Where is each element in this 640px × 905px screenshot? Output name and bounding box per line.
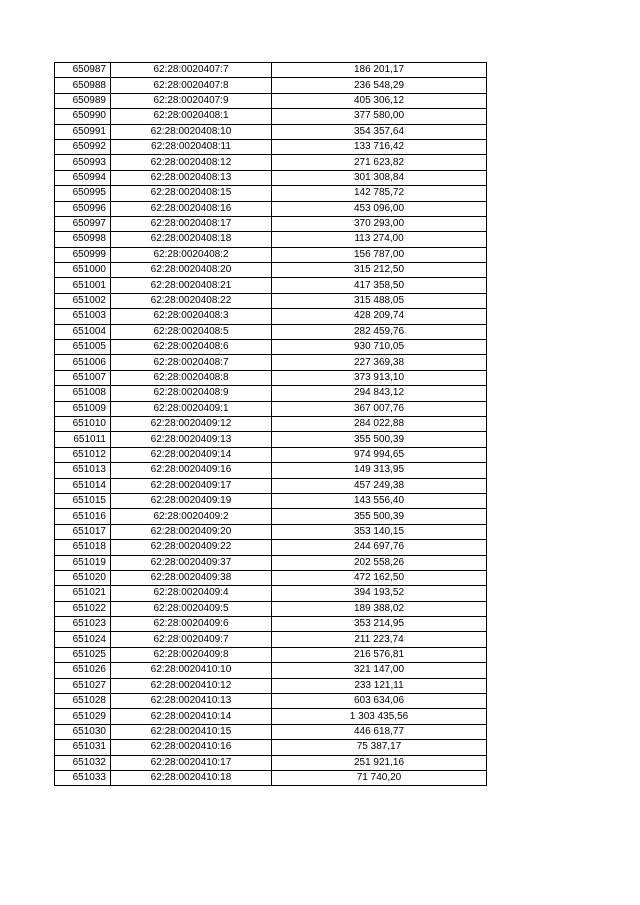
cadastral-number-cell: 62:28:0020408:10 xyxy=(111,124,272,139)
row-number-cell: 651028 xyxy=(55,694,111,709)
cadastral-number-cell: 62:28:0020408:13 xyxy=(111,170,272,185)
cadastral-number-cell: 62:28:0020410:13 xyxy=(111,694,272,709)
cadastral-number-cell: 62:28:0020408:15 xyxy=(111,186,272,201)
row-number-cell: 651008 xyxy=(55,386,111,401)
table-row xyxy=(55,309,487,324)
row-number-cell: 651014 xyxy=(55,478,111,493)
cadastral-number-cell: 62:28:0020408:11 xyxy=(111,139,272,154)
cadastral-number-cell: 62:28:0020409:6 xyxy=(111,617,272,632)
cadastral-value-cell: 353 140,15 xyxy=(272,524,487,539)
table-row xyxy=(55,740,487,755)
row-number-cell: 650999 xyxy=(55,247,111,262)
table-row xyxy=(55,694,487,709)
cadastral-number-cell: 62:28:0020409:19 xyxy=(111,493,272,508)
cadastral-number-cell: 62:28:0020410:16 xyxy=(111,740,272,755)
cadastral-number-cell: 62:28:0020409:13 xyxy=(111,432,272,447)
cadastral-value-cell: 974 994,65 xyxy=(272,447,487,462)
cadastral-number-cell: 62:28:0020408:22 xyxy=(111,293,272,308)
row-number-cell: 651029 xyxy=(55,709,111,724)
table-row xyxy=(55,524,487,539)
row-number-cell: 651033 xyxy=(55,770,111,785)
table-row xyxy=(55,586,487,601)
row-number-cell: 650991 xyxy=(55,124,111,139)
cadastral-value-cell: 133 716,42 xyxy=(272,139,487,154)
table-row xyxy=(55,170,487,185)
cadastral-value-cell: 216 576,81 xyxy=(272,647,487,662)
cadastral-value-cell: 113 274,00 xyxy=(272,232,487,247)
row-number-cell: 650992 xyxy=(55,139,111,154)
cadastral-number-cell: 62:28:0020409:8 xyxy=(111,647,272,662)
row-number-cell: 651002 xyxy=(55,293,111,308)
table-body xyxy=(55,63,487,786)
cadastral-value-cell: 315 488,05 xyxy=(272,293,487,308)
table-row xyxy=(55,93,487,108)
row-number-cell: 651025 xyxy=(55,647,111,662)
table-row xyxy=(55,647,487,662)
cadastral-number-cell: 62:28:0020409:37 xyxy=(111,555,272,570)
cadastral-value-cell: 367 007,76 xyxy=(272,401,487,416)
cadastral-value-cell: 284 022,88 xyxy=(272,416,487,431)
table-row xyxy=(55,324,487,339)
cadastral-value-cell: 75 387,17 xyxy=(272,740,487,755)
row-number-cell: 651011 xyxy=(55,432,111,447)
row-number-cell: 651020 xyxy=(55,570,111,585)
cadastral-value-cell: 405 306,12 xyxy=(272,93,487,108)
cadastral-value-cell: 233 121,11 xyxy=(272,678,487,693)
table-row xyxy=(55,201,487,216)
table-row xyxy=(55,540,487,555)
table-row xyxy=(55,340,487,355)
cadastral-number-cell: 62:28:0020409:5 xyxy=(111,601,272,616)
row-number-cell: 651032 xyxy=(55,755,111,770)
table-row xyxy=(55,355,487,370)
table-row xyxy=(55,216,487,231)
cadastral-number-cell: 62:28:0020409:1 xyxy=(111,401,272,416)
cadastral-value-cell: 251 921,16 xyxy=(272,755,487,770)
table-row xyxy=(55,232,487,247)
row-number-cell: 651004 xyxy=(55,324,111,339)
table-row xyxy=(55,278,487,293)
cadastral-number-cell: 62:28:0020409:16 xyxy=(111,463,272,478)
cadastral-value-cell: 446 618,77 xyxy=(272,724,487,739)
row-number-cell: 651006 xyxy=(55,355,111,370)
cadastral-value-cell: 603 634,06 xyxy=(272,694,487,709)
cadastral-number-cell: 62:28:0020407:9 xyxy=(111,93,272,108)
table-row xyxy=(55,601,487,616)
row-number-cell: 651021 xyxy=(55,586,111,601)
cadastral-value-cell: 142 785,72 xyxy=(272,186,487,201)
cadastral-value-cell: 143 556,40 xyxy=(272,493,487,508)
row-number-cell: 651003 xyxy=(55,309,111,324)
row-number-cell: 651001 xyxy=(55,278,111,293)
row-number-cell: 650995 xyxy=(55,186,111,201)
cadastral-number-cell: 62:28:0020410:12 xyxy=(111,678,272,693)
cadastral-value-cell: 186 201,17 xyxy=(272,63,487,78)
cadastral-number-cell: 62:28:0020408:8 xyxy=(111,370,272,385)
row-number-cell: 651007 xyxy=(55,370,111,385)
row-number-cell: 651000 xyxy=(55,263,111,278)
cadastral-number-cell: 62:28:0020408:1 xyxy=(111,109,272,124)
cadastral-value-cell: 354 357,64 xyxy=(272,124,487,139)
cadastral-number-cell: 62:28:0020408:12 xyxy=(111,155,272,170)
table-row xyxy=(55,724,487,739)
table-row xyxy=(55,263,487,278)
cadastral-value-cell: 355 500,39 xyxy=(272,432,487,447)
cadastral-number-cell: 62:28:0020408:2 xyxy=(111,247,272,262)
row-number-cell: 651019 xyxy=(55,555,111,570)
row-number-cell: 650989 xyxy=(55,93,111,108)
cadastral-value-cell: 394 193,52 xyxy=(272,586,487,601)
cadastral-number-cell: 62:28:0020408:21 xyxy=(111,278,272,293)
row-number-cell: 651016 xyxy=(55,509,111,524)
row-number-cell: 651013 xyxy=(55,463,111,478)
table-row xyxy=(55,770,487,785)
table-row xyxy=(55,570,487,585)
table-row xyxy=(55,247,487,262)
cadastral-value-cell: 149 313,95 xyxy=(272,463,487,478)
cadastral-number-cell: 62:28:0020408:3 xyxy=(111,309,272,324)
cadastral-number-cell: 62:28:0020410:15 xyxy=(111,724,272,739)
row-number-cell: 650990 xyxy=(55,109,111,124)
cadastral-number-cell: 62:28:0020408:20 xyxy=(111,263,272,278)
cadastral-value-cell: 211 223,74 xyxy=(272,632,487,647)
row-number-cell: 651009 xyxy=(55,401,111,416)
table-row xyxy=(55,463,487,478)
row-number-cell: 650998 xyxy=(55,232,111,247)
row-number-cell: 651024 xyxy=(55,632,111,647)
table-row xyxy=(55,478,487,493)
row-number-cell: 651017 xyxy=(55,524,111,539)
table-row xyxy=(55,632,487,647)
table-row xyxy=(55,139,487,154)
cadastral-value-cell: 244 697,76 xyxy=(272,540,487,555)
cadastral-number-cell: 62:28:0020409:2 xyxy=(111,509,272,524)
row-number-cell: 651022 xyxy=(55,601,111,616)
table-row xyxy=(55,370,487,385)
cadastral-number-cell: 62:28:0020410:10 xyxy=(111,663,272,678)
cadastral-value-cell: 202 558,26 xyxy=(272,555,487,570)
row-number-cell: 651031 xyxy=(55,740,111,755)
table-row xyxy=(55,493,487,508)
table-row xyxy=(55,293,487,308)
cadastral-value-cell: 271 623,82 xyxy=(272,155,487,170)
table-row xyxy=(55,109,487,124)
row-number-cell: 651012 xyxy=(55,447,111,462)
table-row xyxy=(55,186,487,201)
cadastral-value-cell: 453 096,00 xyxy=(272,201,487,216)
row-number-cell: 651027 xyxy=(55,678,111,693)
cadastral-value-cell: 353 214,95 xyxy=(272,617,487,632)
row-number-cell: 650994 xyxy=(55,170,111,185)
cadastral-number-cell: 62:28:0020410:17 xyxy=(111,755,272,770)
row-number-cell: 650996 xyxy=(55,201,111,216)
cadastral-number-cell: 62:28:0020409:20 xyxy=(111,524,272,539)
cadastral-number-cell: 62:28:0020409:4 xyxy=(111,586,272,601)
row-number-cell: 651030 xyxy=(55,724,111,739)
cadastral-number-cell: 62:28:0020408:18 xyxy=(111,232,272,247)
cadastral-value-cell: 373 913,10 xyxy=(272,370,487,385)
cadastral-number-cell: 62:28:0020409:7 xyxy=(111,632,272,647)
row-number-cell: 651010 xyxy=(55,416,111,431)
table-row xyxy=(55,663,487,678)
cadastral-number-cell: 62:28:0020409:17 xyxy=(111,478,272,493)
cadastral-value-cell: 301 308,84 xyxy=(272,170,487,185)
cadastral-value-cell: 227 369,38 xyxy=(272,355,487,370)
cadastral-value-cell: 236 548,29 xyxy=(272,78,487,93)
table-row xyxy=(55,155,487,170)
table-row xyxy=(55,386,487,401)
table-row xyxy=(55,416,487,431)
cadastral-value-cell: 930 710,05 xyxy=(272,340,487,355)
row-number-cell: 651015 xyxy=(55,493,111,508)
cadastral-number-cell: 62:28:0020409:12 xyxy=(111,416,272,431)
row-number-cell: 651005 xyxy=(55,340,111,355)
row-number-cell: 650988 xyxy=(55,78,111,93)
cadastral-value-cell: 1 303 435,56 xyxy=(272,709,487,724)
table-row xyxy=(55,617,487,632)
cadastral-value-cell: 472 162,50 xyxy=(272,570,487,585)
cadastral-value-cell: 377 580,00 xyxy=(272,109,487,124)
cadastral-number-cell: 62:28:0020407:8 xyxy=(111,78,272,93)
cadastral-number-cell: 62:28:0020408:17 xyxy=(111,216,272,231)
cadastral-value-table xyxy=(54,62,487,786)
cadastral-value-cell: 428 209,74 xyxy=(272,309,487,324)
row-number-cell: 650997 xyxy=(55,216,111,231)
row-number-cell: 651023 xyxy=(55,617,111,632)
cadastral-value-cell: 315 212,50 xyxy=(272,263,487,278)
cadastral-number-cell: 62:28:0020408:7 xyxy=(111,355,272,370)
table-row xyxy=(55,78,487,93)
cadastral-value-cell: 189 388,02 xyxy=(272,601,487,616)
cadastral-value-cell: 457 249,38 xyxy=(272,478,487,493)
table-row xyxy=(55,678,487,693)
table-row xyxy=(55,124,487,139)
cadastral-value-cell: 71 740,20 xyxy=(272,770,487,785)
cadastral-value-cell: 156 787,00 xyxy=(272,247,487,262)
row-number-cell: 650993 xyxy=(55,155,111,170)
table-row xyxy=(55,709,487,724)
table-row xyxy=(55,63,487,78)
cadastral-number-cell: 62:28:0020407:7 xyxy=(111,63,272,78)
cadastral-value-cell: 282 459,76 xyxy=(272,324,487,339)
table-row xyxy=(55,447,487,462)
row-number-cell: 651018 xyxy=(55,540,111,555)
cadastral-value-cell: 321 147,00 xyxy=(272,663,487,678)
row-number-cell: 650987 xyxy=(55,63,111,78)
table-row xyxy=(55,432,487,447)
cadastral-value-cell: 370 293,00 xyxy=(272,216,487,231)
table-row xyxy=(55,555,487,570)
cadastral-value-cell: 294 843,12 xyxy=(272,386,487,401)
cadastral-number-cell: 62:28:0020408:16 xyxy=(111,201,272,216)
table-row xyxy=(55,401,487,416)
table-row xyxy=(55,509,487,524)
cadastral-number-cell: 62:28:0020410:14 xyxy=(111,709,272,724)
cadastral-value-cell: 355 500,39 xyxy=(272,509,487,524)
cadastral-number-cell: 62:28:0020408:5 xyxy=(111,324,272,339)
cadastral-number-cell: 62:28:0020409:14 xyxy=(111,447,272,462)
row-number-cell: 651026 xyxy=(55,663,111,678)
cadastral-number-cell: 62:28:0020408:6 xyxy=(111,340,272,355)
cadastral-number-cell: 62:28:0020410:18 xyxy=(111,770,272,785)
cadastral-number-cell: 62:28:0020409:38 xyxy=(111,570,272,585)
cadastral-value-cell: 417 358,50 xyxy=(272,278,487,293)
table-row xyxy=(55,755,487,770)
cadastral-number-cell: 62:28:0020408:9 xyxy=(111,386,272,401)
cadastral-number-cell: 62:28:0020409:22 xyxy=(111,540,272,555)
